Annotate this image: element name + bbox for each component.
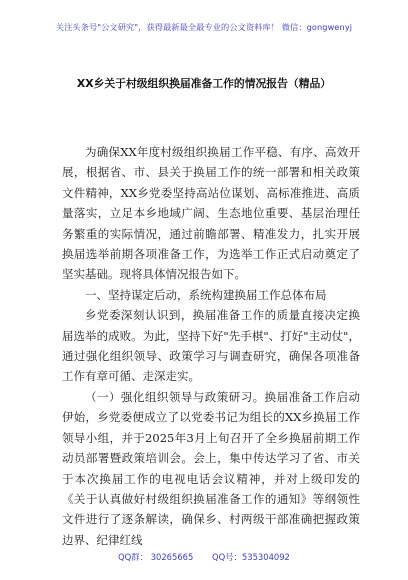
footer-qq-group: QQ群： 30265665	[118, 552, 194, 562]
footer-contact	[0, 551, 408, 563]
paragraph-section-1: 乡党委深刻认识到，换届准备工作的质量直接决定换届选举的成败。为此，坚持下好"先手棋"、打好"主动仗"，通过强化组织领导、政策学习与调查研究，确保各项准备工作有章可循、走深走实。	[62, 308, 360, 384]
section-heading-1: 一、坚持谋定后动，系统构建换届工作总体布局	[85, 287, 327, 302]
document-body	[62, 142, 360, 550]
document-title: XX乡关于村级组织换届准备工作的情况报告（精品）	[76, 77, 332, 90]
paragraph-subsection-1: （一）强化组织领导与政策研习。换届准备工作启动伊始，乡党委便成立了以党委书记为组长的XX乡换届工作领导小组，并于2025年3月上旬召开了全乡换届前期工作动员部署暨政策培训会。会上，集中传达学习了省、市关于本次换届工作的电视电话会议精神，并对上级印发的《关于认真做好村级组织换届准备工作的通知》等纲领性文件进行了逐条解读，确保乡、村两级干部准确把握政策边界、纪律红线	[62, 389, 360, 547]
paragraph-intro: 为确保XX年度村级组织换届工作平稳、有序、高效开展，根据省、市、县关于换届工作的统一部署和相关政策文件精神，XX乡党委坚持高站位谋划、高标准推进、高质量落实，立足本乡地域广阔、生态地位重要、基层治理任务繁重的实际情况，通过前瞻部署、精准发力，扎实开展换届选举前期各项准备工作，为选举工作正式启动奠定了坚实基础。现将具体情况报告如下。	[62, 145, 360, 282]
top-banner: 关注头条号"公文研究"，获得最新最全最专业的公文资料库！ 微信：gongwenyj	[55, 22, 353, 32]
footer-qq-number: QQ号：535304092	[212, 552, 290, 562]
